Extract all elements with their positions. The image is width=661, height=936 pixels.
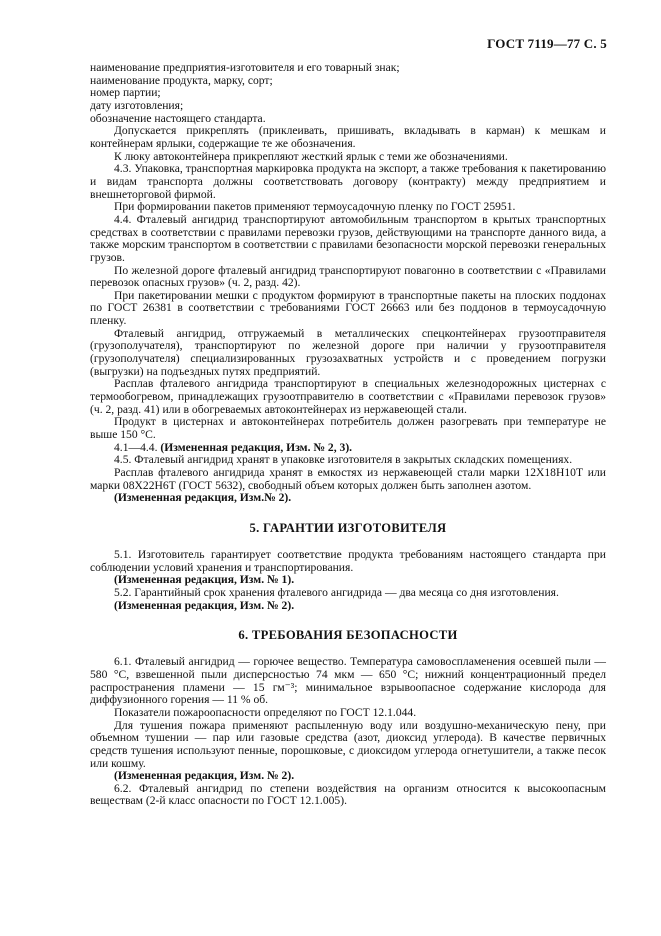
revision-note: (Измененная редакция, Изм. № 2, 3). xyxy=(160,440,353,454)
paragraph-storage: Расплав фталевого ангидрида хранят в емкостях из нержавеющей стали марки 12Х18Н10Т или марки 08Х22Н6Т (ГОСТ 5632), свободный объем которых должен быть заполнен азотом. xyxy=(90,466,606,492)
paragraph-containers: Фталевый ангидрид, отгружаемый в металлических спецконтейнерах грузоотправителя (грузополучателя), транспортируют по железной дороге при наличии у грузоотправителя (грузополучателя) специализированных грузозахватных устройств и с проведением погрузки (выгрузки) на подъездных путях предприятий. xyxy=(90,326,606,378)
paragraph-extinguishing: Для тушения пожара применяют распыленную воду или воздушно-механическую пену, при объемном тушении — пар или газовые средства (азот, диоксид углерода). В качестве первичных средств тушения используют пенные, порошковые, с диоксидом углерода огнетушители, а также песок или кошму. xyxy=(90,718,606,770)
paragraph-6-2: 6.2. Фталевый ангидрид по степени воздействия на организм относится к высокоопасным веществам (2-й класс опасности по ГОСТ 12.1.005). xyxy=(90,781,606,808)
paragraph-rail: По железной дороге фталевый ангидрид транспортируют повагонно в соответствии с «Правилами перевозок опасных грузов» (ч. 2, разд. 42). xyxy=(90,263,606,290)
page-header: ГОСТ 7119—77 С. 5 xyxy=(487,36,607,51)
document-body xyxy=(90,62,606,808)
paragraph-4-4: 4.4. Фталевый ангидрид транспортируют автомобильным транспортом в крытых транспортных средствах в соответствии с правилами перевозки грузов, действующими на транспорте данного вида, а также морским транспортом в соответствии с правилами безопасности морской перевозки генеральных грузов. xyxy=(90,212,606,264)
paragraph-melt-transport: Расплав фталевого ангидрида транспортируют в специальных железнодорожных цистернах с термообогревом, принадлежащих грузоотправителю в соответствии с «Правилами перевозок грузов» (ч. 2, разд. 41) или в обогреваемых автоконтейнерах из нержавеющей стали. xyxy=(90,377,606,416)
paragraph-heating: Продукт в цистернах и автоконтейнерах потребитель должен разогревать при температуре не выше 150 °С. xyxy=(90,415,606,442)
paragraph-4-3: 4.3. Упаковка, транспортная маркировка продукта на экспорт, а также требования к пакетированию и видам транспорта должны соответствовать договору (контракту) между предприятием и внешнеторговой фирмой. xyxy=(90,162,606,201)
paragraph-6-1: 6.1. Фталевый ангидрид — горючее вещество. Температура самовоспламенения осевшей пыли — 580 °С, взвешенной пыли дисперсностью 74 мкм — 650 °С; нижний концентрационный предел распространения пламени — 15 гм⁻³; минимальное взрывоопасное содержание кислорода для диффузионного горения — 11 % об. xyxy=(90,655,606,707)
section-5-title: 5. ГАРАНТИИ ИЗГОТОВИТЕЛЯ xyxy=(249,520,447,535)
paragraph-5-2: 5.2. Гарантийный срок хранения фталевого ангидрида — два месяца со дня изготовления. xyxy=(114,585,559,599)
list-item: обозначение настоящего стандарта. xyxy=(90,111,266,125)
section-6-title: 6. ТРЕБОВАНИЯ БЕЗОПАСНОСТИ xyxy=(238,628,458,643)
revision-note: (Измененная редакция, Изм. № 2). xyxy=(114,769,295,783)
list-item: наименование продукта, марку, сорт; xyxy=(90,73,273,87)
revision-note: (Измененная редакция, Изм. № 1). xyxy=(114,573,295,587)
list-item: наименование предприятия-изготовителя и его товарный знак; xyxy=(90,61,400,74)
list-item: номер партии; xyxy=(90,86,161,100)
paragraph-5-1: 5.1. Изготовитель гарантирует соответствие продукта требованиям настоящего стандарта при соблюдении условий хранения и транспортирования. xyxy=(90,547,606,574)
revision-note: (Измененная редакция, Изм.№ 2). xyxy=(114,491,292,505)
paragraph-film: При формировании пакетов применяют термоусадочную пленку по ГОСТ 25951. xyxy=(114,200,516,214)
paragraph-fire-indices: Показатели пожароопасности определяют по ГОСТ 12.1.044. xyxy=(114,705,417,719)
clause-range: 4.1—4.4. xyxy=(114,440,158,454)
paragraph-packets: При пакетировании мешки с продуктом формируют в транспортные пакеты на плоских поддонах по ГОСТ 26381 в соответствии с требованиями ГОСТ 26663 или без поддонов в термоусадочную пленку. xyxy=(90,288,606,328)
revision-note: (Измененная редакция, Изм. № 2). xyxy=(114,598,295,612)
paragraph-labels: Допускается прикреплять (приклеивать, пришивать, вкладывать в карман) к мешкам и контейнерам ярлыки, содержащие те же обозначения. xyxy=(90,124,606,150)
paragraph-hatch-label: К люку автоконтейнера прикрепляют жесткий ярлык с теми же обозначениями. xyxy=(114,149,508,163)
paragraph-4-5: 4.5. Фталевый ангидрид хранят в упаковке изготовителя в закрытых складских помещениях. xyxy=(114,453,573,467)
list-item: дату изготовления; xyxy=(90,98,184,112)
